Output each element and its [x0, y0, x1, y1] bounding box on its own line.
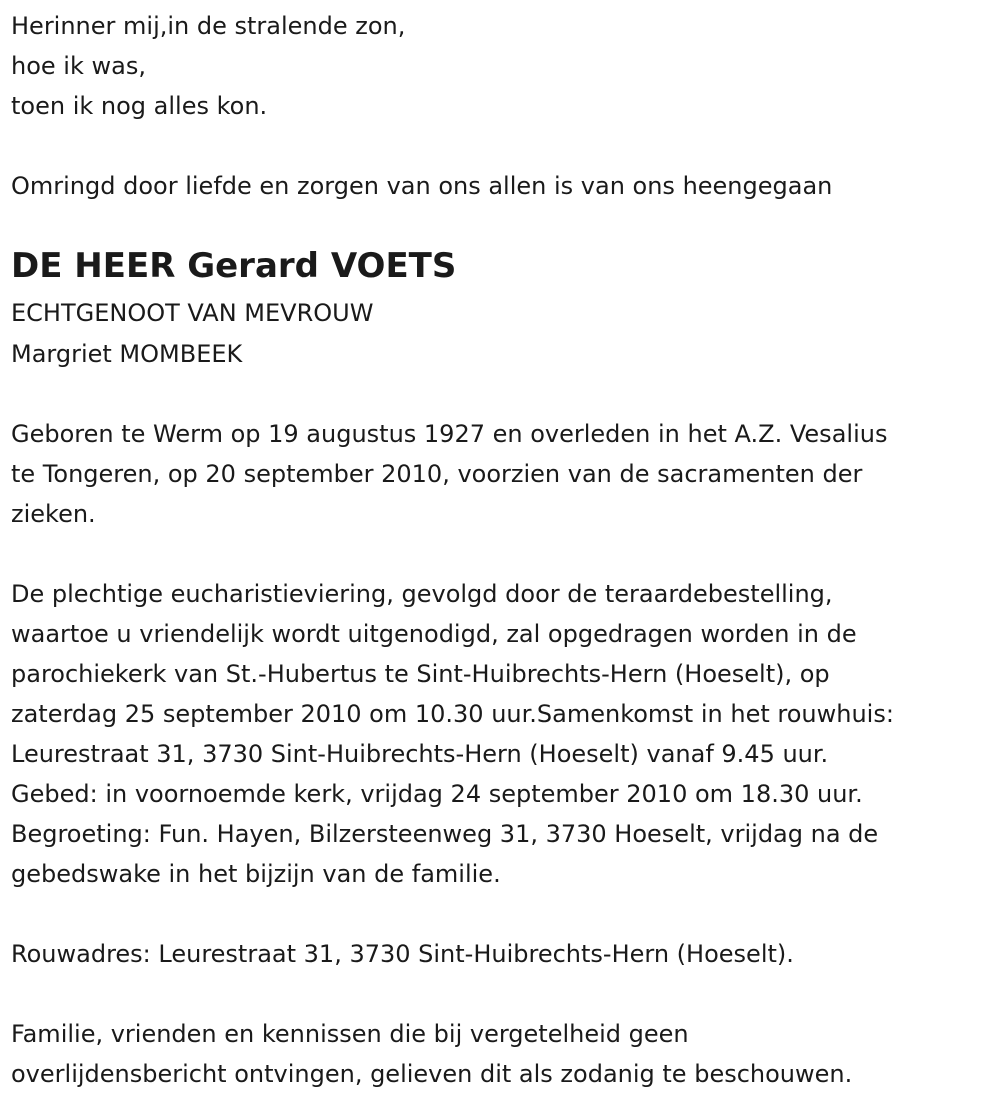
poem-line-2: hoe ik was,: [11, 52, 146, 80]
birth-death-line-3: zieken.: [11, 500, 96, 528]
deceased-name: DE HEER Gerard VOETS: [11, 246, 457, 286]
ceremony-line-5: Leurestraat 31, 3730 Sint-Huibrechts-Hern (Hoeselt) vanaf 9.45 uur.: [11, 740, 829, 768]
birth-death-line-1: Geboren te Werm op 19 augustus 1927 en overleden in het A.Z. Vesalius: [11, 420, 888, 448]
ceremony-line-4: zaterdag 25 september 2010 om 10.30 uur.Samenkomst in het rouwhuis:: [11, 700, 894, 728]
birth-death-line-2: te Tongeren, op 20 september 2010, voorzien van de sacramenten der: [11, 460, 863, 488]
poem-line-3: toen ik nog alles kon.: [11, 92, 268, 120]
ceremony-line-8: gebedswake in het bijzijn van de familie.: [11, 860, 501, 888]
spouse-title: ECHTGENOOT VAN MEVROUW: [11, 299, 374, 327]
ceremony-line-6: Gebed: in voornoemde kerk, vrijdag 24 september 2010 om 18.30 uur.: [11, 780, 863, 808]
ceremony-line-7: Begroeting: Fun. Hayen, Bilzersteenweg 31, 3730 Hoeselt, vrijdag na de: [11, 820, 879, 848]
ceremony-line-1: De plechtige eucharistieviering, gevolgd door de teraardebestelling,: [11, 580, 833, 608]
spouse-name: Margriet MOMBEEK: [11, 340, 243, 368]
closing-line-1: Familie, vrienden en kennissen die bij vergetelheid geen: [11, 1020, 689, 1048]
poem-line-1: Herinner mij,in de stralende zon,: [11, 12, 406, 40]
closing-line-2: overlijdensbericht ontvingen, gelieven dit als zodanig te beschouwen.: [11, 1060, 853, 1088]
ceremony-line-3: parochiekerk van St.-Hubertus te Sint-Huibrechts-Hern (Hoeselt), op: [11, 660, 830, 688]
mourning-address: Rouwadres: Leurestraat 31, 3730 Sint-Huibrechts-Hern (Hoeselt).: [11, 940, 794, 968]
ceremony-line-2: waartoe u vriendelijk wordt uitgenodigd, zal opgedragen worden in de: [11, 620, 857, 648]
intro-text: Omringd door liefde en zorgen van ons allen is van ons heengegaan: [11, 172, 833, 200]
